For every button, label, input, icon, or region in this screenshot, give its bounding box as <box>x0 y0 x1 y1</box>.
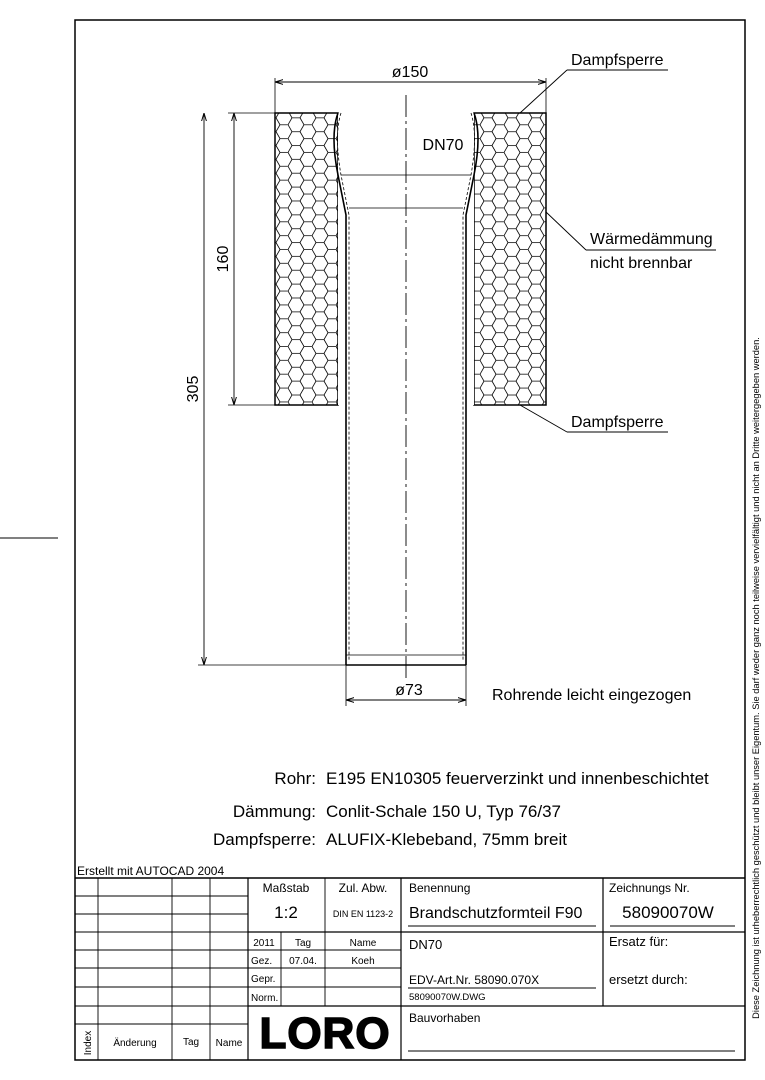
spec-dampfsperre-label: Dampfsperre: <box>213 830 316 849</box>
dn-value: DN70 <box>409 937 443 952</box>
tolerance-label: Zul. Abw. <box>338 881 388 895</box>
callout-vapor-barrier-top <box>520 52 668 113</box>
spec-block <box>213 769 709 849</box>
svg-text:160: 160 <box>215 245 232 273</box>
drawn-date-value: 07.04. <box>289 956 317 967</box>
row-checked-label: Gepr. <box>251 974 276 985</box>
copyright-side-note: Diese Zeichnung ist urheberrechtlich geschützt und bleibt unser Eigentum. Sie darf weder ganz noch teilweise vervielfältigt und nicht an Dritte weitergegeben werden. <box>751 337 761 1019</box>
dimension-outer-diameter <box>275 64 546 113</box>
title-block-text <box>83 881 714 1058</box>
replaced-by-label: ersetzt durch: <box>609 972 688 987</box>
svg-text:Dampfsperre: Dampfsperre <box>571 414 664 431</box>
svg-text:nicht brennbar: nicht brennbar <box>590 255 693 272</box>
spec-daemmung-value: Conlit-Schale 150 U, Typ 76/37 <box>326 802 561 821</box>
dimension-height-insulation <box>215 113 275 405</box>
year-value: 2011 <box>253 938 275 949</box>
project-label: Bauvorhaben <box>409 1011 481 1025</box>
created-with-note: Erstellt mit AUTOCAD 2004 <box>77 864 225 878</box>
col-name-label: Name <box>349 938 377 949</box>
pipe <box>334 95 478 678</box>
replacement-for-label: Ersatz für: <box>609 934 669 949</box>
dwg-file: 58090070W.DWG <box>409 992 486 1003</box>
row-norm-label: Norm. <box>251 993 279 1004</box>
drawing-no-value: 58090070W <box>622 903 714 922</box>
edv-number: EDV-Art.Nr. 58090.070X <box>409 973 540 987</box>
svg-text:ø73: ø73 <box>395 682 423 699</box>
company-logo: LORO <box>259 1009 391 1058</box>
row-drawn-label: Gez. <box>251 956 273 967</box>
spec-daemmung-label: Dämmung: <box>232 802 316 821</box>
svg-text:Wärmedämmung: Wärmedämmung <box>590 231 713 248</box>
svg-text:305: 305 <box>185 375 202 403</box>
callout-vapor-barrier-bottom <box>520 405 668 432</box>
svg-text:ø150: ø150 <box>391 64 429 81</box>
rev-day-label: Tag <box>182 1037 200 1048</box>
rev-index-label: Index <box>83 1030 94 1056</box>
drawing-no-label: Zeichnungs Nr. <box>609 881 690 895</box>
name-label: Benennung <box>409 881 471 895</box>
col-day-label: Tag <box>294 938 312 949</box>
tolerance-value: DIN EN 1123-2 <box>332 909 394 919</box>
scale-value: 1:2 <box>274 903 298 922</box>
rev-name-label: Name <box>215 1038 243 1049</box>
callout-insulation <box>546 212 716 272</box>
name-value: Brandschutzformteil F90 <box>409 905 583 922</box>
drawn-by-value: Koeh <box>351 956 375 967</box>
rev-change-label: Änderung <box>113 1038 157 1049</box>
svg-text:Dampfsperre: Dampfsperre <box>571 52 664 69</box>
insulation-left <box>275 113 338 405</box>
spec-rohr-value: E195 EN10305 feuerverzinkt und innenbeschichtet <box>326 769 709 788</box>
note-pipe-end: Rohrende leicht eingezogen <box>492 687 692 704</box>
scale-label: Maßstab <box>262 881 310 895</box>
spec-dampfsperre-value: ALUFIX-Klebeband, 75mm breit <box>326 830 567 849</box>
insulation-right <box>474 113 546 405</box>
pipe-nominal-label: DN70 <box>422 137 464 154</box>
spec-rohr-label: Rohr: <box>274 769 316 788</box>
